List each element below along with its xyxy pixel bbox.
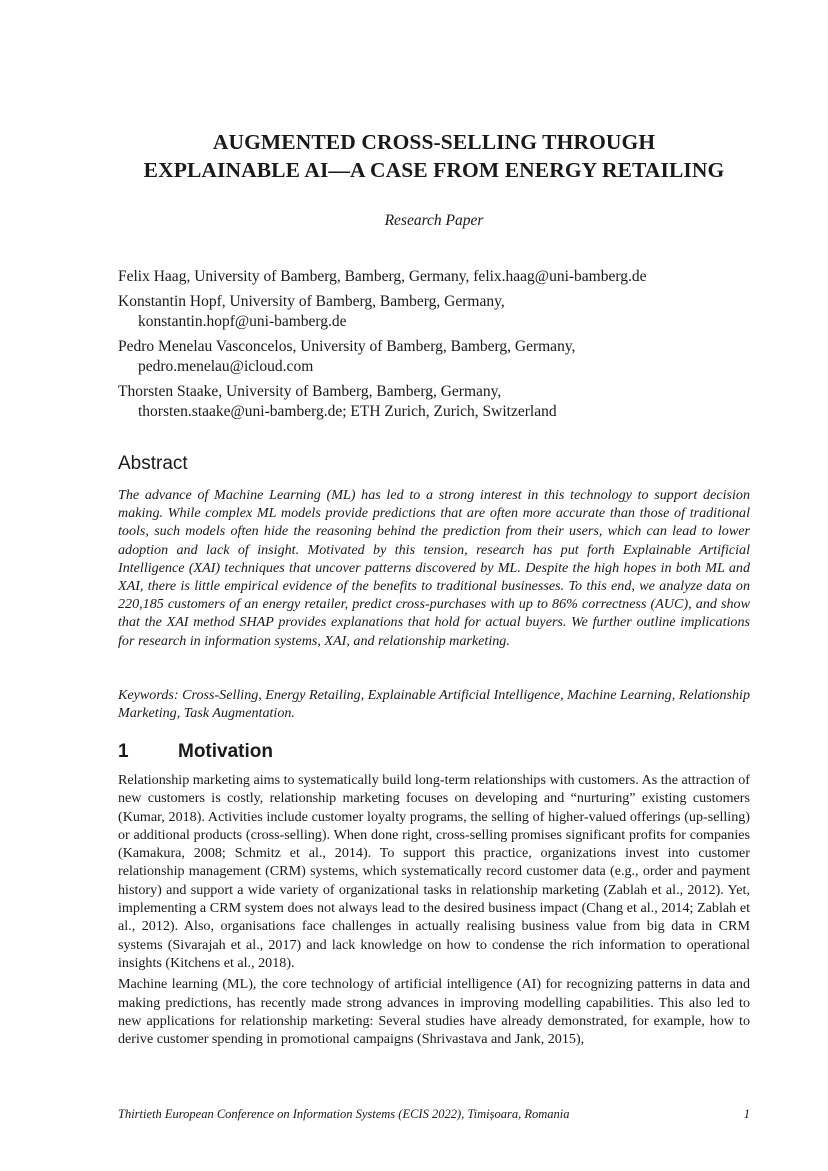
author-affiliation: Pedro Menelau Vasconcelos, University of Bamberg, Bamberg, Germany, bbox=[118, 338, 576, 355]
author-email: pedro.menelau@icloud.com bbox=[138, 358, 314, 375]
paragraph: Relationship marketing aims to systematically build long-term relationships with customers. As the attraction of new customers is costly, relationship marketing focuses on developing and “nurturing” existing customers (Kumar, 2018). Activities include customer loyalty programs, the selling of higher-valued offerings (up-selling) or additional products (cross-selling). When done right, cross-selling promises significant profits for companies (Kamakura, 2008; Schmitz et al., 2014). To support this practice, organizations invest into customer relationship management (CRM) systems, which systematically record customer data (e.g., order and payment history) and support a wide variety of organizational tasks in relationship marketing (Zablah et al., 2012). Yet, implementing a CRM system does not always lead to the desired business impact (Chang et al., 2014; Zablah et al., 2012). Also, organisations face challenges in actually realising business value from big data in CRM systems (Sivarajah et al., 2017) and lack knowledge on how to condense the rich information to operational insights (Kitchens et al., 2018). bbox=[118, 772, 750, 971]
author-affiliation: Felix Haag, University of Bamberg, Bamberg, Germany, felix.haag@uni-bamberg.de bbox=[118, 268, 647, 285]
author-email: thorsten.staake@uni-bamberg.de; ETH Zurich, Zurich, Switzerland bbox=[138, 403, 557, 420]
title-line-2: EXPLAINABLE AI—A CASE FROM ENERGY RETAILING bbox=[143, 158, 725, 182]
title-line-1: AUGMENTED CROSS-SELLING THROUGH bbox=[212, 130, 656, 154]
paper-type: Research Paper bbox=[384, 212, 484, 229]
author-entry bbox=[118, 267, 750, 287]
section-number: 1 bbox=[118, 741, 129, 762]
author-affiliation: Konstantin Hopf, University of Bamberg, Bamberg, Germany, bbox=[118, 293, 505, 310]
author-list bbox=[118, 267, 750, 427]
page-footer bbox=[118, 1107, 750, 1122]
author-email: konstantin.hopf@uni-bamberg.de bbox=[138, 313, 347, 330]
section-title: Motivation bbox=[178, 741, 273, 762]
author-entry bbox=[118, 337, 750, 377]
conference-name: Thirtieth European Conference on Information Systems (ECIS 2022), Timișoara, Romania bbox=[118, 1107, 570, 1121]
paper-page bbox=[118, 0, 750, 1171]
keywords: Keywords: Cross-Selling, Energy Retailing, Explainable Artificial Intelligence, Machine Learning, Relationship Marketing, Task Augmentation. bbox=[118, 687, 750, 722]
paragraph: Machine learning (ML), the core technology of artificial intelligence (AI) for recognizing patterns in data and making predictions, has recently made strong advances in improving modelling capabilities. This also led to new applications for relationship marketing: Several studies have already demonstrated, for example, how to derive customer spending in promotional campaigns (Shrivastava and Jank, 2015), bbox=[118, 976, 750, 1048]
abstract-text: The advance of Machine Learning (ML) has led to a strong interest in this technology to support decision making. While complex ML models provide predictions that are often more accurate than those of traditional tools, such models often hide the reasoning behind the prediction from their users, which can lead to lower adoption and lack of insight. Motivated by this tension, research has put forth Explainable Artificial Intelligence (XAI) techniques that uncover patterns discovered by ML. Despite the high hopes in both ML and XAI, there is little empirical evidence of the benefits to traditional businesses. To this end, we analyze data on 220,185 customers of an energy retailer, predict cross-purchases with up to 86% correctness (AUC), and show that the XAI method SHAP provides explanations that hold for actual buyers. We further outline implications for research in information systems, XAI, and relationship marketing. bbox=[118, 487, 750, 649]
section-heading bbox=[118, 741, 273, 763]
section-body bbox=[118, 771, 750, 1051]
author-affiliation: Thorsten Staake, University of Bamberg, Bamberg, Germany, bbox=[118, 383, 502, 400]
paper-title bbox=[118, 128, 750, 184]
author-entry bbox=[118, 382, 750, 422]
author-entry bbox=[118, 292, 750, 332]
abstract-heading: Abstract bbox=[118, 453, 188, 474]
page-number: 1 bbox=[743, 1107, 750, 1121]
